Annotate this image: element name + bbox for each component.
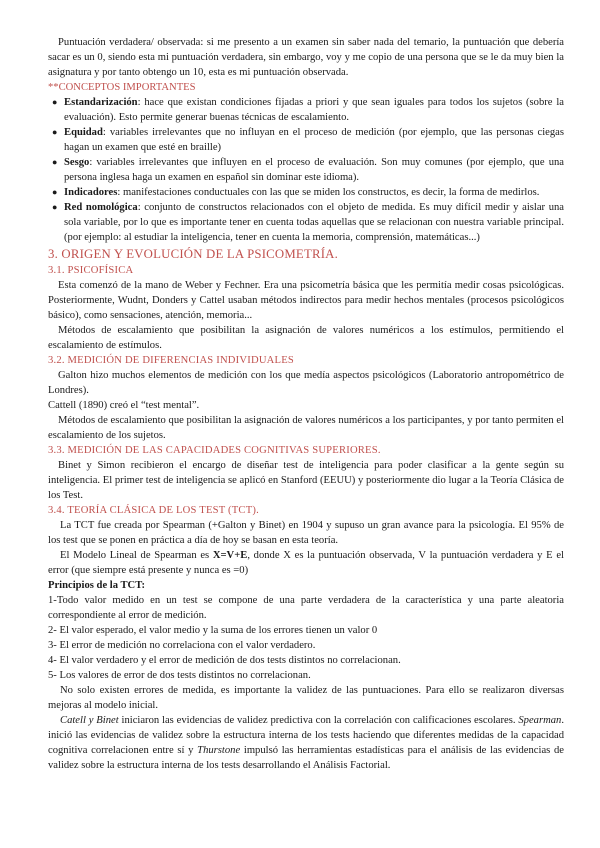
s34-p4-text-3: impulsó las herramientas estadísticas para el análisis de las evidencias de validez sobre la estructura interna de los tests desarrollando el Análisis Factorial.: [48, 745, 564, 771]
s32-paragraph-1: Galton hizo muchos elementos de medición con los que medía aspectos psicológicos (Laboratorio antropométrico de Londres).: [48, 370, 564, 396]
author-name: Thurstone: [197, 745, 241, 756]
list-item: [52, 200, 564, 245]
principle-item: 4- El valor verdadero y el error de medición de dos tests distintos no correlacionan.: [48, 655, 401, 666]
s31-paragraph-1: Esta comenzó de la mano de Weber y Fechner. Era una psicometría básica que les permitía medir cosas psicológicas. Posteriormente, Wudnt, Donders y Cattel usaban métodos indirectos para medir hechos mentales (procesos psicológicos básico), como sensaciones, atención, memoria...: [48, 280, 564, 321]
s34-paragraph-2: [48, 548, 564, 578]
s34-p4-text-1: iniciaron las evidencias de validez predictiva con la correlación con calificaciones escolares.: [118, 715, 519, 726]
section-3-heading: 3. ORIGEN Y EVOLUCIÓN DE LA PSICOMETRÍA.: [48, 247, 338, 261]
s34-paragraph-4: [48, 713, 564, 773]
s34-p2-text-a: El Modelo Lineal de Spearman es: [60, 550, 213, 561]
principle-item: 2- El valor esperado, el valor medio y la suma de los errores tienen un valor 0: [48, 625, 378, 636]
concept-term: Sesgo: [64, 157, 90, 168]
bullet-icon: ●: [52, 202, 58, 212]
spearman-formula: X=V+E: [212, 550, 248, 561]
principle-item: 5- Los valores de error de dos tests distintos no correlacionan.: [48, 670, 311, 681]
s31-paragraph-2: Métodos de escalamiento que posibilitan la asignación de valores numéricos a los estímulos, permitiendo el escalamiento de estímulos.: [48, 325, 564, 351]
section-3-4-heading: 3.4. TEORÍA CLÁSICA DE LOS TEST (TCT).: [48, 505, 259, 516]
concept-term: Equidad: [64, 127, 103, 138]
intro-paragraph: Puntuación verdadera/ observada: si me presento a un examen sin saber nada del temario, la puntuación que debería sacar es un 0, siendo esta mi puntuación verdadera, sin embargo, voy y me copio de una persona que se le da muy bien la asignatura y por tanto obtengo un 10, esta es mi puntuación observada.: [48, 37, 564, 78]
s33-paragraph-1: Binet y Simon recibieron el encargo de diseñar test de inteligencia para poder clasificar a la gente según su inteligencia. El primer test de inteligencia se aplicó en Stanford (EEUU) y posteriormente dio lugar a la Teoría Clásica de los Test.: [48, 460, 564, 501]
bullet-icon: ●: [52, 127, 58, 137]
s34-paragraph-3: No solo existen errores de medida, es importante la validez de las puntuaciones. Para ello se realizaron diversas mejoras al modelo inicial.: [48, 685, 564, 711]
list-item: [52, 185, 564, 200]
list-item: [52, 95, 564, 125]
author-names: Catell y Binet: [60, 715, 119, 726]
concept-text: : variables irrelevantes que no influyan en el proceso de medición (por ejemplo, que las personas ciegas hagan un examen que esté en braille): [64, 127, 564, 153]
concept-text: : conjunto de constructos relacionados con el objeto de medida. Es muy difícil medir y aislar una sola variable, por lo que es importante tener en cuenta todas aquellas que se relacionan con nuestra variable principal. (por ejemplo: al estudiar la inteligencia, tener en cuenta la memoria, comprensión, matemáticas...): [64, 202, 564, 243]
section-3-2-heading: 3.2. MEDICIÓN DE DIFERENCIAS INDIVIDUALES: [48, 355, 294, 366]
concepts-heading: **CONCEPTOS IMPORTANTES: [48, 82, 196, 93]
principles-heading: Principios de la TCT:: [48, 580, 146, 591]
concept-text: : variables irrelevantes que influyen en el proceso de evaluación. Son muy comunes (por ejemplo, que una persona inglesa haga un examen en español sin dominar este idioma).: [64, 157, 564, 183]
list-item: [52, 155, 564, 185]
concept-text: : hace que existan condiciones fijadas a priori y que sean iguales para todos los sujetos (sobre la evaluación). Esto permite generar buenas técnicas de escalamiento.: [64, 97, 564, 123]
bullet-icon: ●: [52, 187, 58, 197]
list-item: [52, 125, 564, 155]
bullet-icon: ●: [52, 157, 58, 167]
s34-p2-text-b: , donde X es la puntuación observada, V la puntuación verdadera y E el error (que siempre está presente y nunca es =0): [48, 550, 564, 576]
concept-term: Estandarización: [64, 97, 138, 108]
bullet-icon: ●: [52, 97, 58, 107]
s32-paragraph-3: Métodos de escalamiento que posibilitan la asignación de valores numéricos a los participantes, y por tanto permiten el escalamiento de los sujetos.: [48, 415, 564, 441]
principle-item: 1-Todo valor medido en un test se compone de una parte verdadera de la característica y una parte aleatoria correspondiente al error de medición.: [48, 595, 564, 621]
concept-term: Indicadores: [64, 187, 118, 198]
s34-p4-text-2: . inició las evidencias de validez sobre la estructura interna de los tests haciendo que diferentes medidas de la capacidad cognitiva correlacionen entre sí y: [48, 715, 564, 756]
concepts-list: [48, 95, 564, 245]
concept-text: : manifestaciones conductuales con las que se miden los constructos, es decir, la forma de medirlos.: [117, 187, 540, 198]
concept-term: Red nomológica: [64, 202, 138, 213]
principle-item: 3- El error de medición no correlaciona con el valor verdadero.: [48, 640, 316, 651]
s32-paragraph-2: Cattell (1890) creó el “test mental”.: [48, 400, 200, 411]
s34-paragraph-1: La TCT fue creada por Spearman (+Galton y Binet) en 1904 y supuso un gran avance para la psicología. El 95% de los test que se ponen en práctica a día de hoy se basan en esta teoría.: [48, 520, 564, 546]
author-name: Spearman: [518, 715, 562, 726]
section-3-1-heading: 3.1. PSICOFÍSICA: [48, 265, 134, 276]
section-3-3-heading: 3.3. MEDICIÓN DE LAS CAPACIDADES COGNITIVAS SUPERIORES.: [48, 445, 381, 456]
